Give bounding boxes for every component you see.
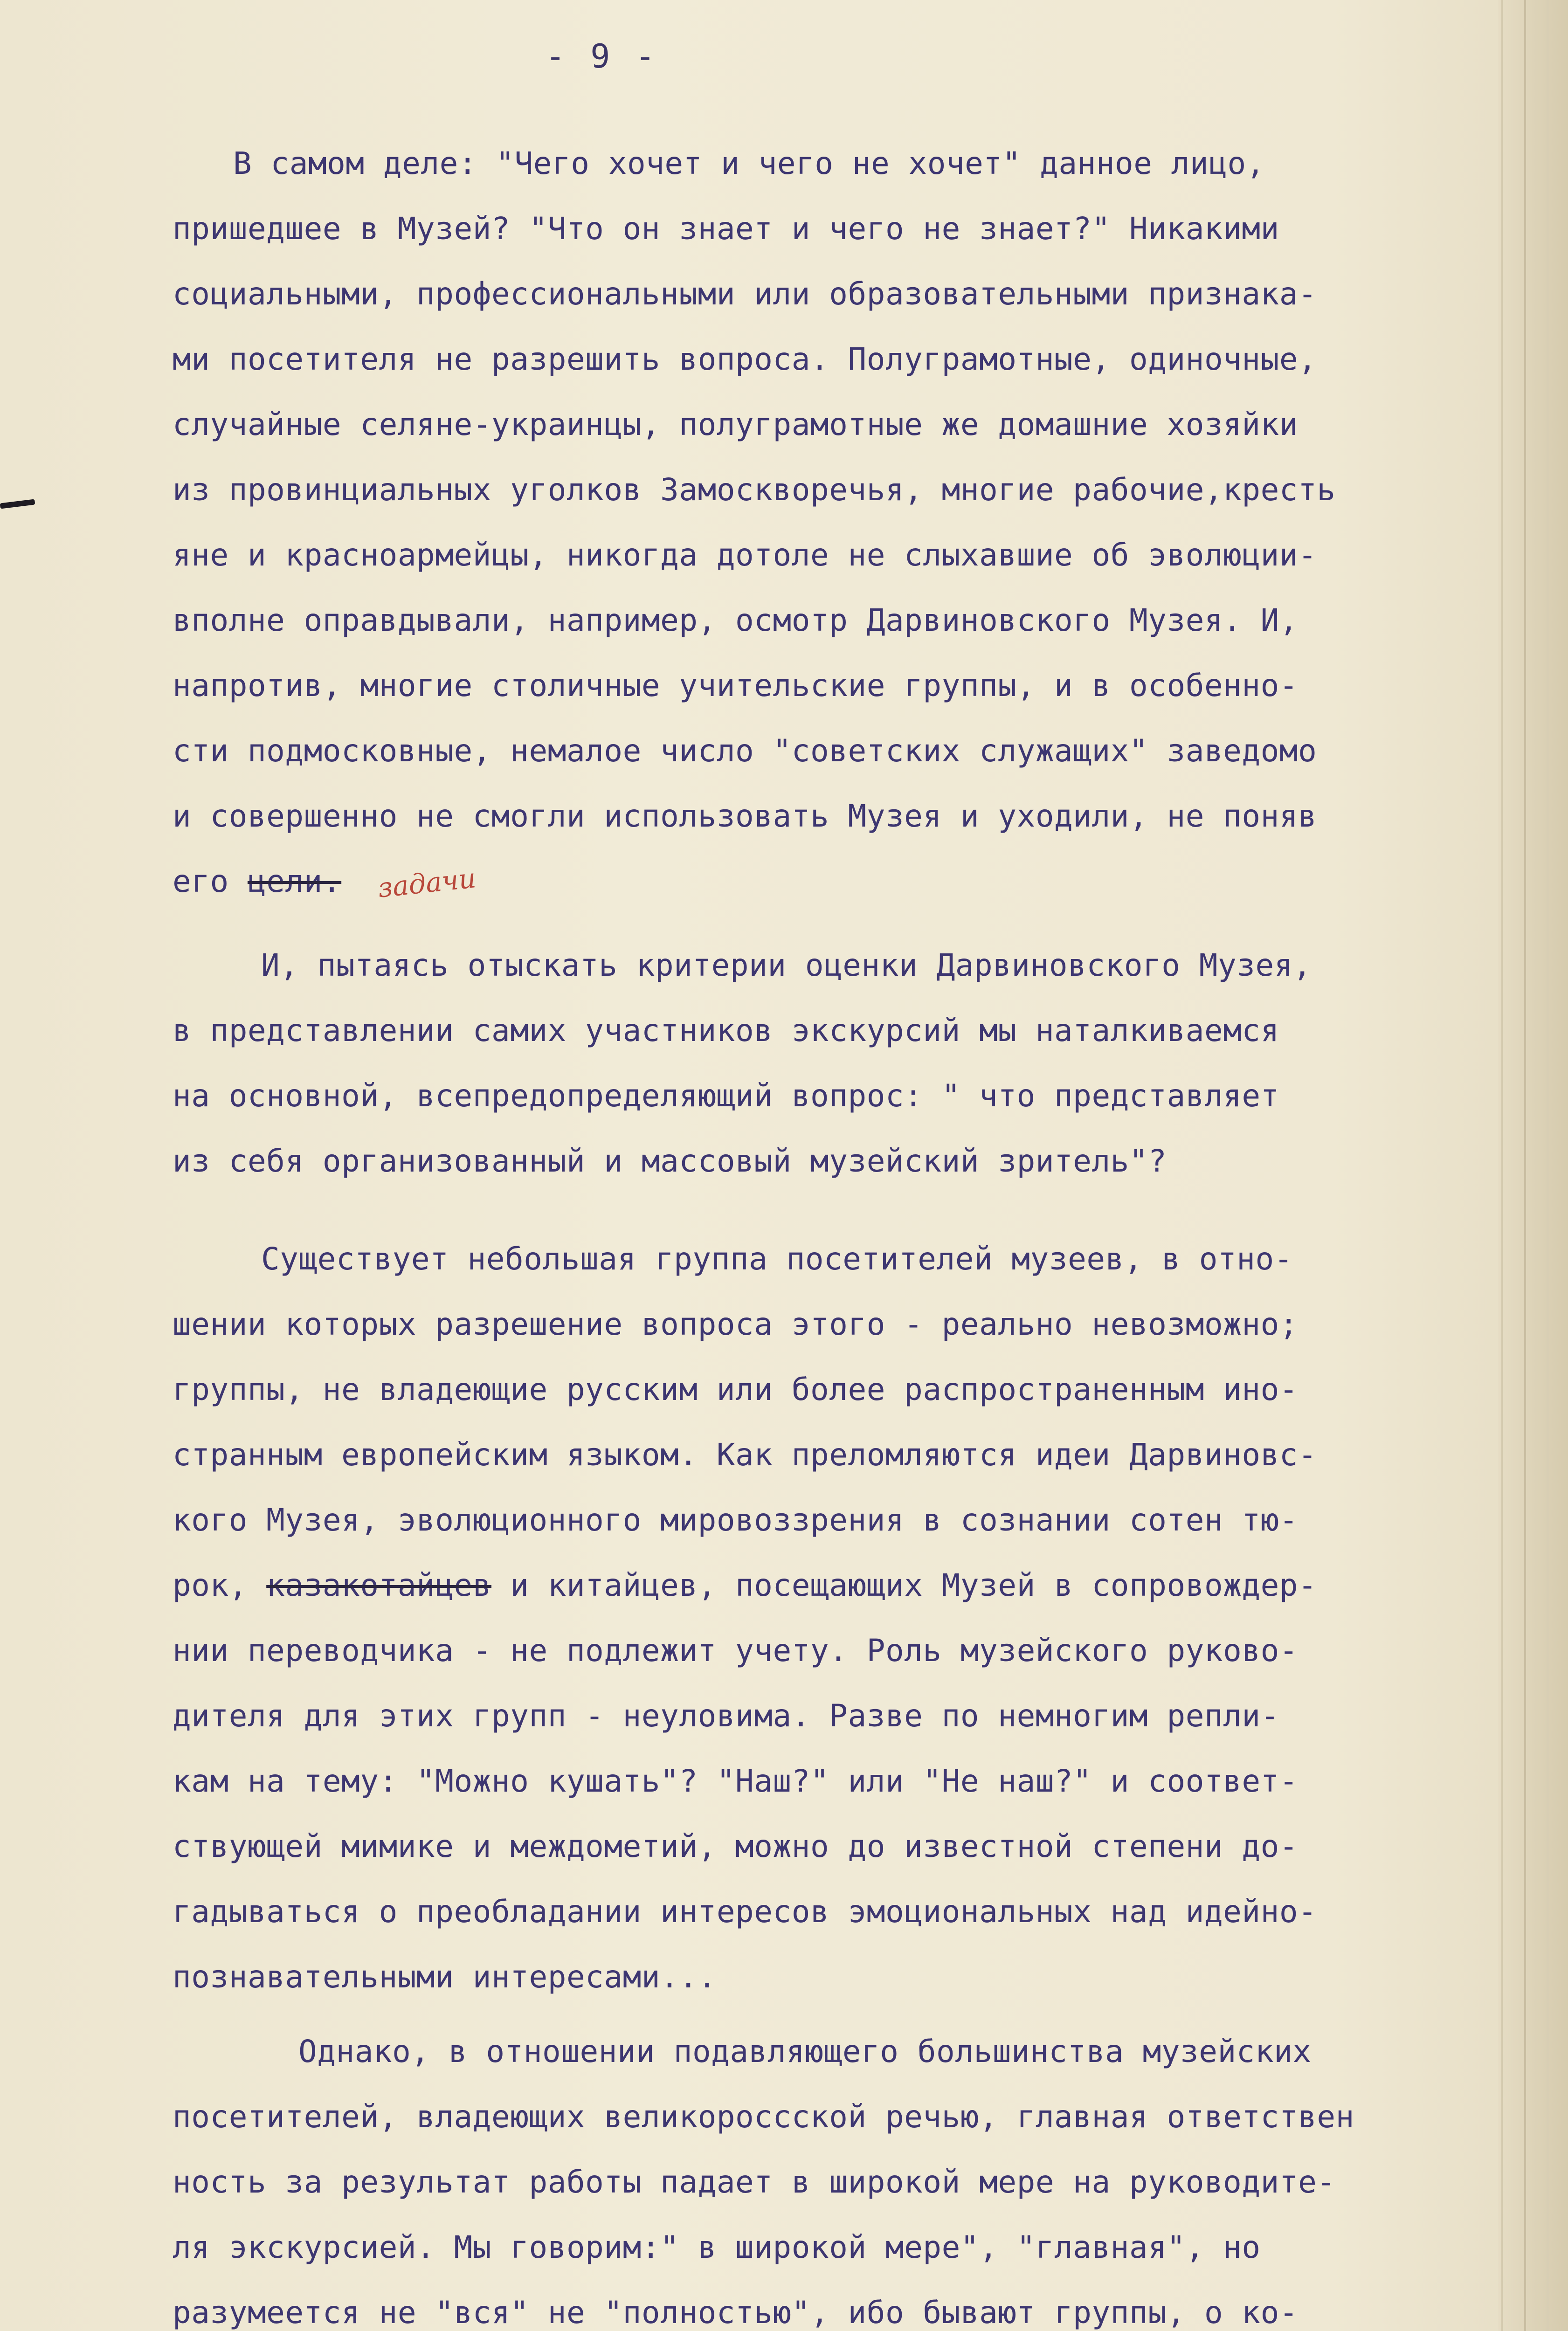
text-line: ми посетителя не разрешить вопроса. Полуграмотные, одиночные, (173, 341, 1317, 377)
page-number: - 9 - (546, 37, 658, 76)
text-fragment: и китайцев, посещающих Музей в сопровождер- (491, 1567, 1317, 1603)
text-line: разумеется не "вся" не "полностью", ибо бывают группы, о ко- (173, 2295, 1299, 2331)
text-line (173, 863, 342, 899)
text-line: В самом деле: "Чего хочет и чего не хочет" данное лицо, (233, 145, 1265, 181)
text-line: познавательными интересами... (173, 1959, 717, 1995)
margin-pen-mark (0, 499, 35, 509)
text-line: нии переводчика - не подлежит учету. Роль музейского руково- (173, 1633, 1299, 1669)
text-line (173, 1567, 1317, 1603)
text-line: из провинциальных уголков Замоскворечья, многие рабочие,кресть (173, 472, 1336, 508)
text-line: Однако, в отношении подавляющего большинства музейских (298, 2034, 1312, 2069)
text-line: сти подмосковные, немалое число "советских служащих" заведомо (173, 733, 1317, 769)
handwritten-correction: задачи (376, 862, 477, 904)
text-line: и совершенно не смогли использовать Музея и уходили, не поняв (173, 798, 1317, 834)
text-line: ность за результат работы падает в широкой мере на руководите- (173, 2164, 1336, 2200)
page-edge-line (1501, 0, 1503, 2331)
text-fragment: рок, (173, 1567, 267, 1603)
text-line: напротив, многие столичные учительские группы, и в особенно- (173, 668, 1299, 703)
text-line: кого Музея, эволюционного мировоззрения в сознании сотен тю- (173, 1502, 1299, 1538)
page-edge-stack (1498, 0, 1568, 2331)
text-line: яне и красноармейцы, никогда дотоле не слыхавшие об эволюции- (173, 537, 1317, 573)
text-line: странным европейским языком. Как преломляются идеи Дарвиновс- (173, 1437, 1317, 1473)
text-line: пришедшее в Музей? "Что он знает и чего не знает?" Никакими (173, 211, 1279, 247)
text-line: на основной, всепредопределяющий вопрос: " что представляет (173, 1078, 1279, 1114)
struck-word: казакотайцев (266, 1567, 492, 1603)
text-fragment: его (173, 863, 248, 899)
text-line: кам на тему: "Можно кушать"? "Наш?" или "Не наш?" и соответ- (173, 1763, 1299, 1799)
text-line: дителя для этих групп - неуловима. Разве по немногим репли- (173, 1698, 1279, 1734)
page-edge-line (1547, 0, 1549, 2331)
struck-word: цели. (247, 863, 342, 899)
text-line: ствующей мимике и междометий, можно до известной степени до- (173, 1828, 1299, 1864)
text-line: посетителей, владеющих великороссской речью, главная ответствен (173, 2099, 1354, 2135)
text-line: Существует небольшая группа посетителей музеев, в отно- (261, 1241, 1293, 1277)
text-line: И, пытаясь отыскать критерии оценки Дарвиновского Музея, (261, 947, 1312, 983)
text-line: в представлении самих участников экскурсий мы наталкиваемся (173, 1013, 1279, 1048)
text-line: ля экскурсией. Мы говорим:" в широкой мере", "главная", но (173, 2229, 1261, 2265)
text-line: социальными, профессиональными или образовательными признака- (173, 276, 1317, 312)
text-line: группы, не владеющие русским или более распространенным ино- (173, 1372, 1299, 1407)
text-line: случайные селяне-украинцы, полуграмотные же домашние хозяйки (173, 407, 1299, 442)
page-edge-line (1524, 0, 1526, 2331)
text-line: вполне оправдывали, например, осмотр Дарвиновского Музея. И, (173, 602, 1299, 638)
text-line: гадываться о преобладании интересов эмоциональных над идейно- (173, 1894, 1317, 1930)
text-line: из себя организованный и массовый музейский зритель"? (173, 1143, 1167, 1179)
text-line: шении которых разрешение вопроса этого - реально невозможно; (173, 1306, 1299, 1342)
